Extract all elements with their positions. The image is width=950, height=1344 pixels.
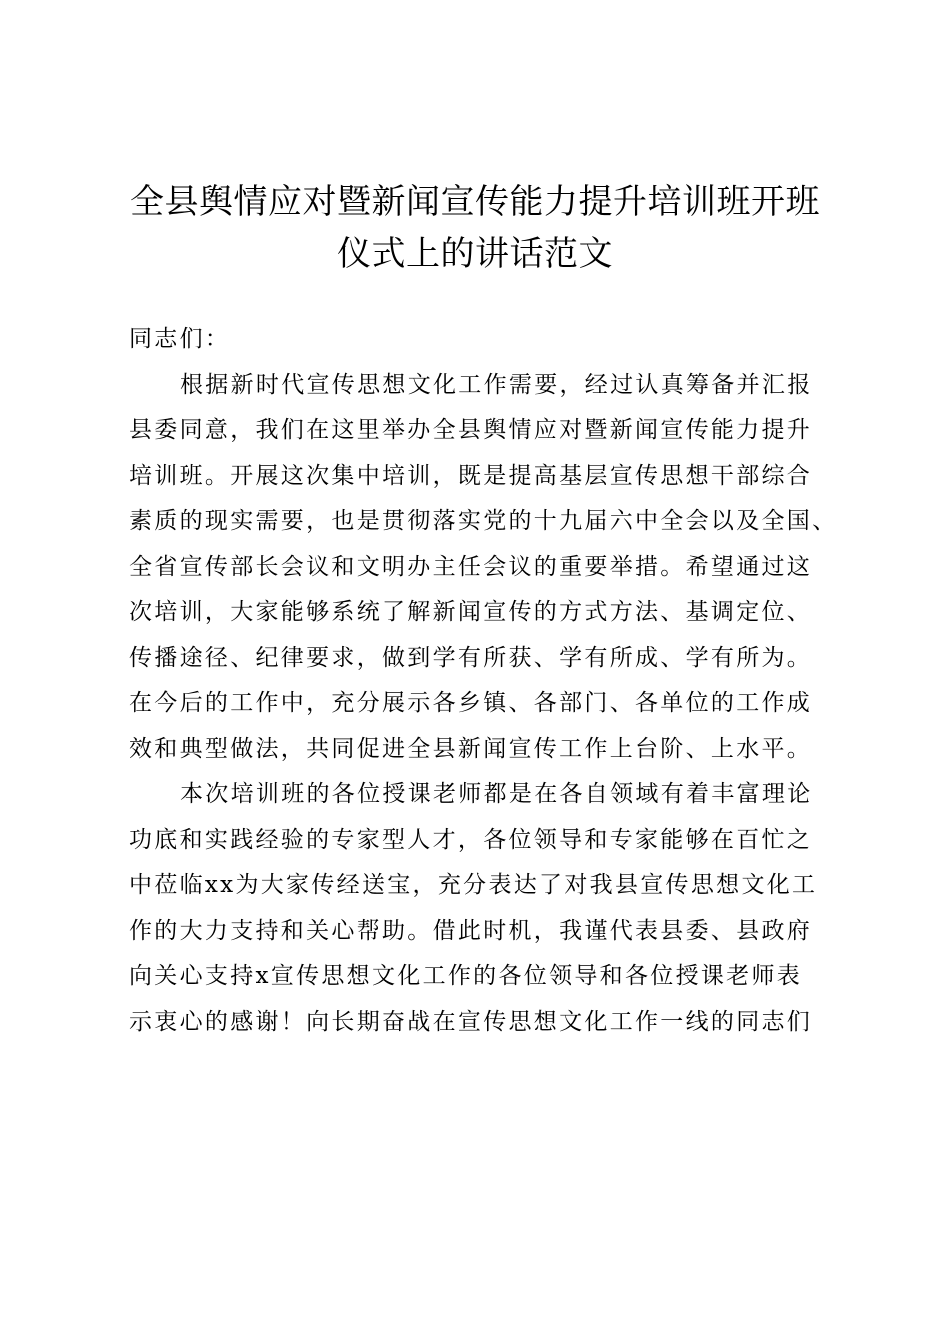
paragraph-1: [129, 363, 849, 773]
paragraph-line: 素质的现实需要，也是贯彻落实党的十九届六中全会以及全国、: [129, 508, 838, 534]
paragraph-line: 中莅临xx为大家传经送宝，充分表达了对我县宣传思想文化工: [129, 872, 818, 898]
paragraph-line: 培训班。开展这次集中培训，既是提高基层宣传思想干部综合: [129, 462, 813, 489]
paragraph-line: 传播途径、纪律要求，做到学有所获、学有所成、学有所为。: [129, 644, 813, 671]
paragraph-2: [129, 772, 849, 1045]
paragraph-line: 示衷心的感谢！向长期奋战在宣传思想文化工作一线的同志们: [129, 1008, 813, 1035]
paragraph-line: 根据新时代宣传思想文化工作需要，经过认真筹备并汇报: [180, 371, 813, 398]
paragraph-line: 全省宣传部长会议和文明办主任会议的重要举措。希望通过这: [129, 553, 813, 580]
paragraph-line: 功底和实践经验的专家型人才，各位领导和专家能够在百忙之: [129, 826, 813, 853]
paragraph-line: 县委同意，我们在这里举办全县舆情应对暨新闻宣传能力提升: [129, 417, 813, 443]
paragraph-line: 在今后的工作中，充分展示各乡镇、各部门、各单位的工作成: [129, 690, 813, 716]
title-line-2: 仪式上的讲话范文: [337, 234, 613, 274]
paragraph-line: 效和典型做法，共同促进全县新闻宣传工作上台阶、上水平。: [129, 735, 813, 762]
paragraph-line: 本次培训班的各位授课老师都是在各自领域有着丰富理论: [180, 781, 813, 807]
title-line-1: 全县舆情应对暨新闻宣传能力提升培训班开班: [130, 182, 820, 222]
document-title: [110, 176, 840, 280]
greeting: 同志们：: [129, 326, 231, 352]
paragraph-line: 向关心支持x宣传思想文化工作的各位领导和各位授课老师表: [129, 963, 803, 989]
paragraph-line: 作的大力支持和关心帮助。借此时机，我谨代表县委、县政府: [129, 917, 813, 944]
paragraph-line: 次培训，大家能够系统了解新闻宣传的方式方法、基调定位、: [129, 599, 813, 625]
document-body: [129, 317, 849, 1045]
